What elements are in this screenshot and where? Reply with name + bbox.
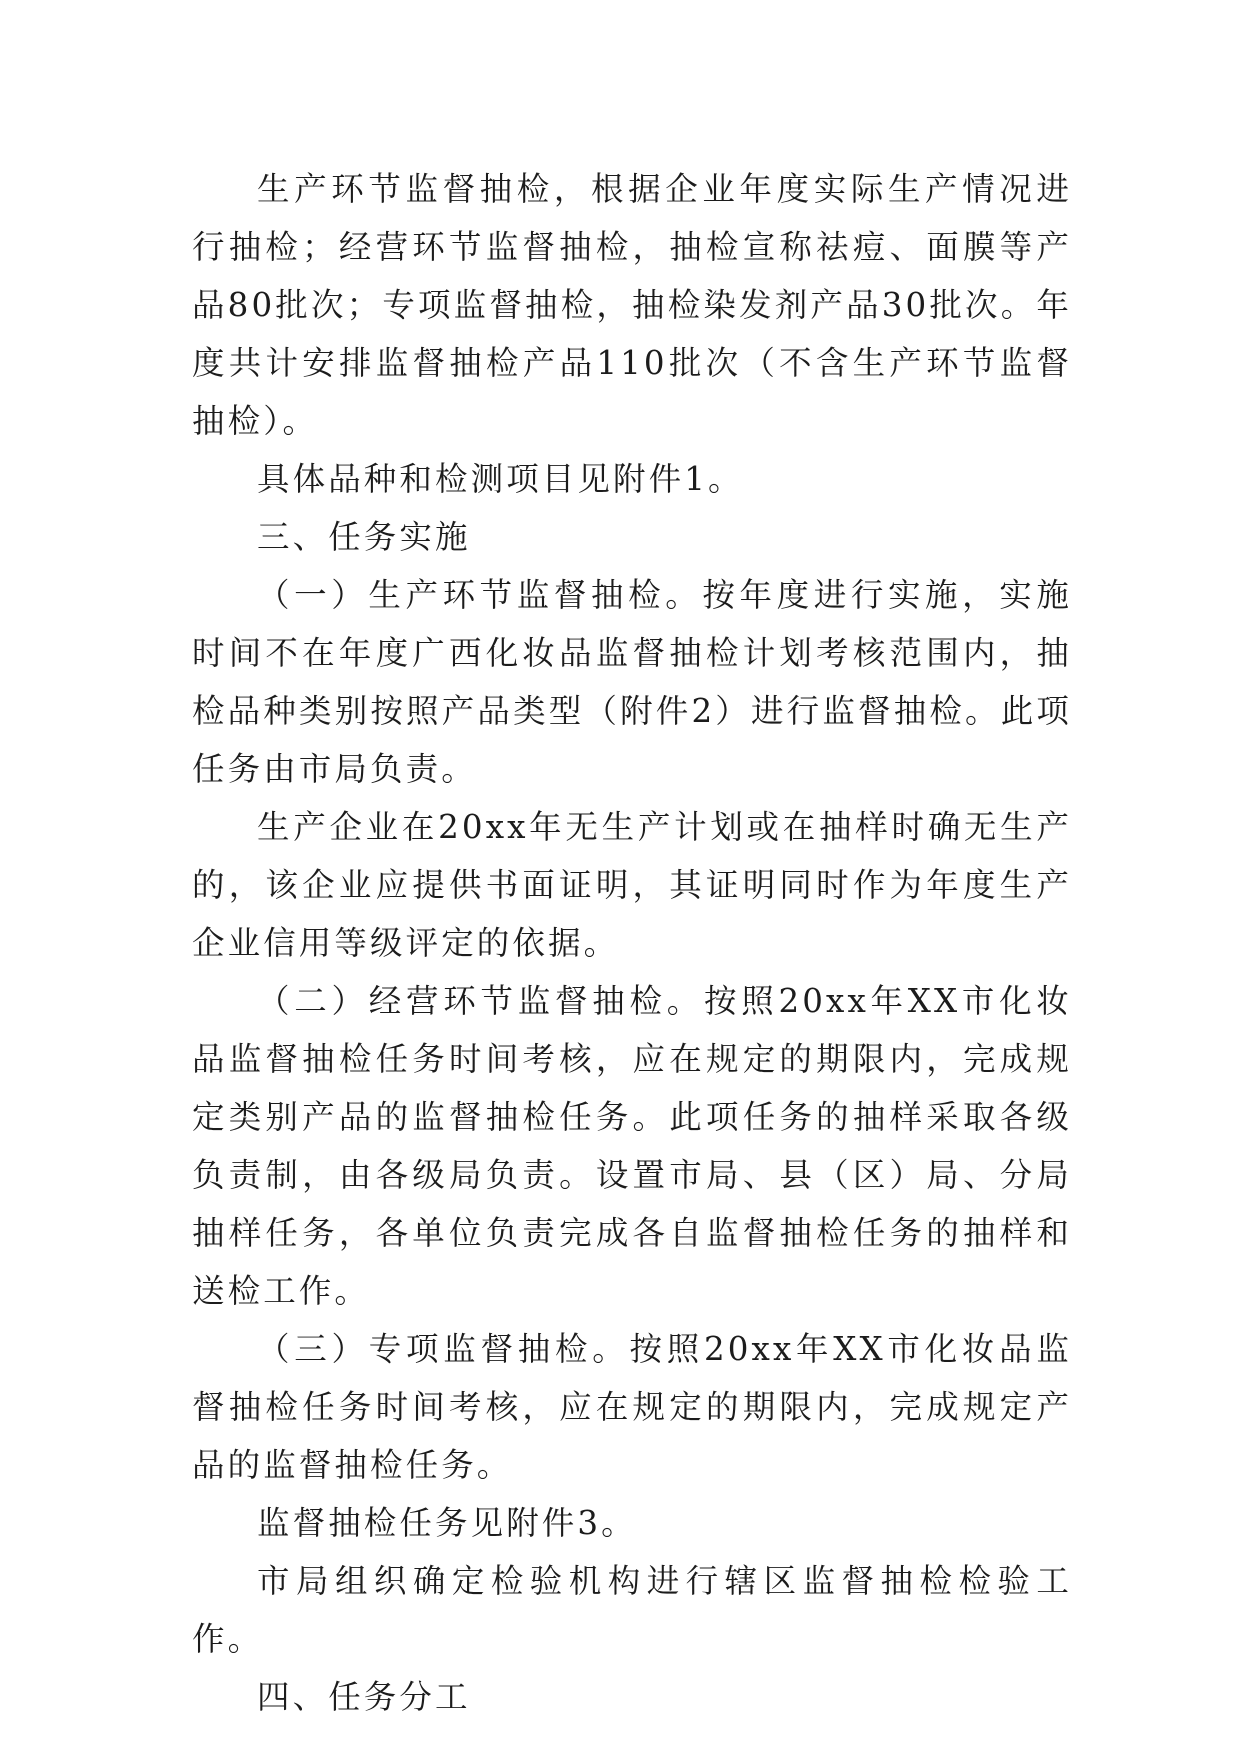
paragraph-special-sampling: （三）专项监督抽检。按照20xx年XX市化妆品监督抽检任务时间考核，应在规定的期限内，完成规定产品的监督抽检任务。: [192, 1330, 1072, 1484]
section-heading-task-implementation: 三、任务实施: [257, 518, 471, 556]
paragraph-attachment-3: 监督抽检任务见附件3。: [257, 1504, 637, 1542]
paragraph-testing-institution: 市局组织确定检验机构进行辖区监督抽检检验工作。: [192, 1562, 1072, 1658]
paragraph-sampling-plan: 生产环节监督抽检，根据企业年度实际生产情况进行抽检；经营环节监督抽检，抽检宣称祛痘、面膜等产品80批次；专项监督抽检，抽检染发剂产品30批次。年度共计安排监督抽检产品110批次（不含生产环节监督抽检）。: [192, 170, 1072, 440]
document-body: [192, 160, 1072, 1726]
paragraph-attachment-1: 具体品种和检测项目见附件1。: [257, 460, 744, 498]
paragraph-no-production-proof: 生产企业在20xx年无生产计划或在抽样时确无生产的，该企业应提供书面证明，其证明同时作为年度生产企业信用等级评定的依据。: [192, 808, 1072, 962]
paragraph-business-sampling: （二）经营环节监督抽检。按照20xx年XX市化妆品监督抽检任务时间考核，应在规定的期限内，完成规定类别产品的监督抽检任务。此项任务的抽样采取各级负责制，由各级局负责。设置市局、县（区）局、分局抽样任务，各单位负责完成各自监督抽检任务的抽样和送检工作。: [192, 982, 1072, 1310]
paragraph-production-sampling: （一）生产环节监督抽检。按年度进行实施，实施时间不在年度广西化妆品监督抽检计划考核范围内，抽检品种类别按照产品类型（附件2）进行监督抽检。此项任务由市局负责。: [192, 576, 1072, 788]
section-heading-task-division: 四、任务分工: [257, 1678, 471, 1716]
